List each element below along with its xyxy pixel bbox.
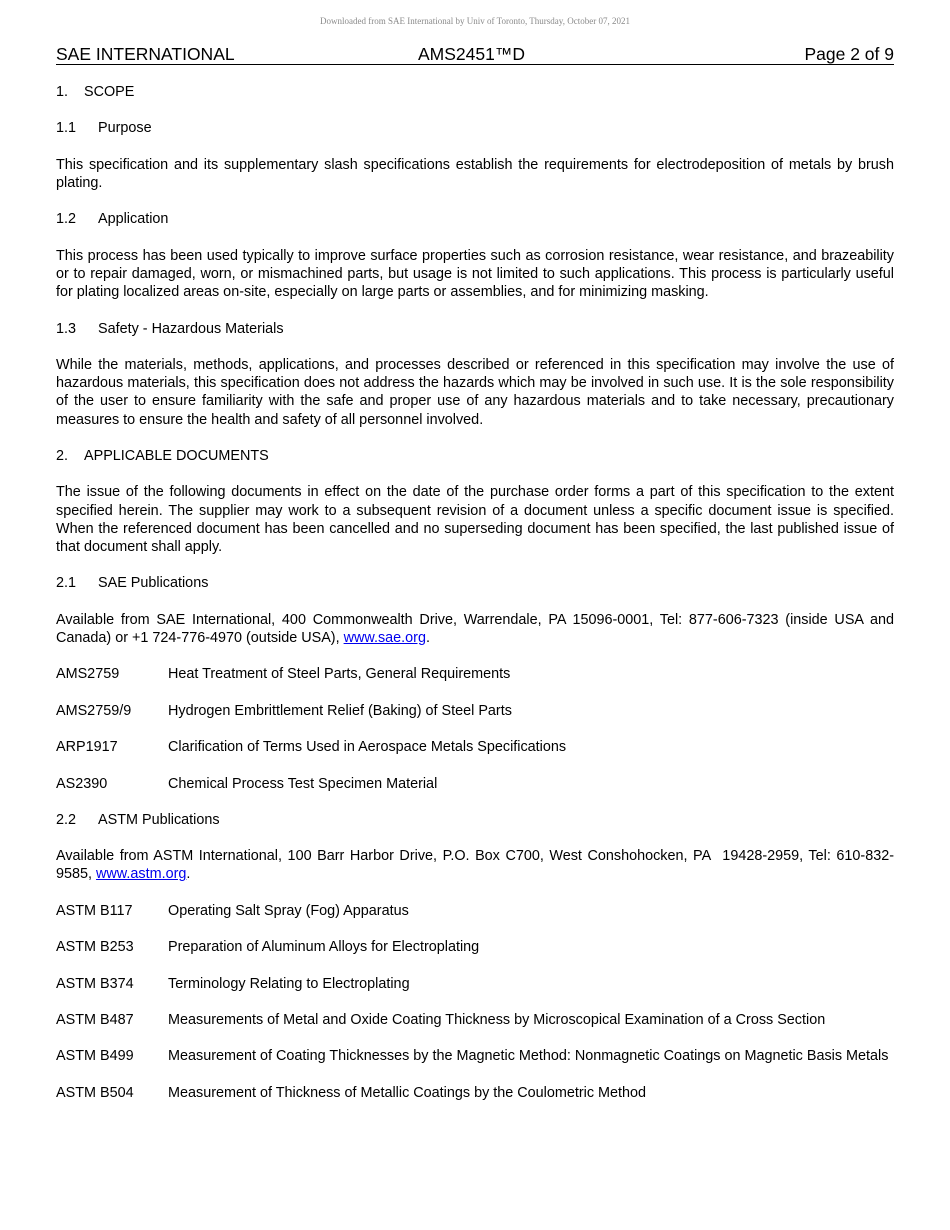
page-header — [56, 44, 894, 65]
document-title: Measurements of Metal and Oxide Coating Thickness by Microscopical Examination of a Cross Section — [168, 1012, 826, 1029]
section-title: APPLICABLE DOCUMENTS — [84, 447, 269, 464]
safety-paragraph: While the materials, methods, applications, and processes described or referenced in this specification may involve the use of hazardous materials, this specification does not address the hazards which may be involved in such use. It is the sole responsibility of the user to ensure familiarity with the safe and proper use of any hazardous materials and to take necessary, precautionary measures to ensure the health and safety of all personnel involved. — [56, 356, 894, 428]
section-heading-safety — [56, 320, 894, 338]
section-title: ASTM Publications — [98, 811, 220, 828]
purpose-paragraph: This specification and its supplementary slash specifications establish the requirements for electrodeposition of metals by brush plating. — [56, 156, 894, 191]
document-body — [56, 83, 894, 1120]
section-number: 1. — [56, 84, 69, 100]
section-heading-scope — [56, 83, 894, 101]
section-heading-astm-publications — [56, 811, 894, 829]
astm-website-link[interactable]: www.astm.org — [96, 866, 187, 883]
document-code: ASTM B504 — [56, 1084, 134, 1101]
document-entry — [56, 975, 894, 993]
sae-availability-text: Available from SAE International, 400 Commonwealth Drive, Warrendale, PA 15096-0001, Tel: 877-606-7323 (inside USA and Canada) or +1 724-776-4970 (outside USA), — [56, 611, 894, 646]
document-entry — [56, 775, 894, 793]
document-entry — [56, 1084, 894, 1102]
section-number: 1.1 — [56, 120, 77, 137]
section-heading-sae-publications — [56, 574, 894, 592]
section-number: 2.2 — [56, 811, 77, 828]
document-title: Measurement of Coating Thicknesses by the Magnetic Method: Nonmagnetic Coatings on Magnetic Basis Metals — [168, 1048, 889, 1065]
section-number: 2. — [56, 447, 69, 464]
sentence-end: . — [425, 629, 430, 646]
section-number: 1.2 — [56, 211, 77, 228]
document-code: ASTM B374 — [56, 975, 134, 992]
document-code: AMS2759/9 — [56, 702, 132, 719]
applicable-documents-paragraph: The issue of the following documents in effect on the date of the purchase order forms a part of this specification to the extent specified herein. The supplier may work to a subsequent revision of a document unless a specific document issue is specified. When the referenced document has been cancelled and no superseding document has been specified, the last published issue of that document shall apply. — [56, 484, 894, 555]
document-title: Measurement of Thickness of Metallic Coatings by the Coulometric Method — [168, 1084, 647, 1101]
sentence-end: . — [186, 866, 191, 883]
document-code: ARP1917 — [56, 739, 118, 756]
document-entry — [56, 738, 894, 756]
document-title: Chemical Process Test Specimen Material — [168, 775, 438, 792]
document-title: Terminology Relating to Electroplating — [168, 975, 410, 992]
document-title: Clarification of Terms Used in Aerospace Metals Specifications — [168, 739, 567, 756]
document-title: Operating Salt Spray (Fog) Apparatus — [168, 902, 409, 919]
application-paragraph: This process has been used typically to improve surface properties such as corrosion resistance, wear resistance, and brazeability or to repair damaged, worn, or mismachined parts, but usage is not limited to such applications. This process is particularly useful for plating localized areas on-site, especially on large parts or assemblies, and for minimizing masking. — [56, 247, 894, 301]
section-title: Purpose — [98, 120, 152, 137]
document-code: ASTM B253 — [56, 939, 134, 956]
astm-availability-text: Available from ASTM International, 100 Barr Harbor Drive, P.O. Box C700, West Conshohocken, PA 19428-2959, Tel: 610-832-9585, — [56, 848, 894, 883]
astm-document-list — [56, 902, 894, 1102]
section-title: SAE Publications — [98, 575, 209, 592]
document-entry — [56, 665, 894, 683]
sae-document-list — [56, 665, 894, 792]
document-code: ASTM B117 — [56, 902, 133, 919]
download-watermark: Downloaded from SAE International by Univ of Toronto, Thursday, October 07, 2021 — [320, 16, 630, 26]
section-heading-applicable-documents — [56, 447, 894, 465]
document-entry — [56, 938, 894, 956]
sae-website-link[interactable]: www.sae.org — [343, 629, 426, 646]
document-title: Preparation of Aluminum Alloys for Electroplating — [168, 939, 480, 956]
header-doc-id: AMS2451™D — [418, 44, 525, 64]
header-org: SAE INTERNATIONAL — [56, 44, 235, 64]
section-number: 1.3 — [56, 320, 77, 337]
document-code: ASTM B499 — [56, 1048, 134, 1065]
section-title: SCOPE — [84, 84, 135, 100]
sae-availability-paragraph — [56, 611, 894, 647]
header-page-number: Page 2 of 9 — [804, 44, 894, 64]
section-heading-application — [56, 210, 894, 228]
section-heading-purpose — [56, 119, 894, 137]
document-title: Heat Treatment of Steel Parts, General Requirements — [168, 666, 511, 683]
document-title: Hydrogen Embrittlement Relief (Baking) of Steel Parts — [168, 702, 512, 719]
document-entry — [56, 1011, 894, 1029]
section-title: Safety - Hazardous Materials — [98, 320, 284, 337]
document-code: AMS2759 — [56, 666, 120, 683]
document-entry — [56, 902, 894, 920]
document-entry — [56, 1047, 894, 1065]
document-entry — [56, 702, 894, 720]
astm-availability-paragraph — [56, 847, 894, 883]
document-code: ASTM B487 — [56, 1012, 134, 1029]
section-number: 2.1 — [56, 575, 77, 592]
section-title: Application — [98, 211, 169, 228]
document-code: AS2390 — [56, 775, 108, 792]
